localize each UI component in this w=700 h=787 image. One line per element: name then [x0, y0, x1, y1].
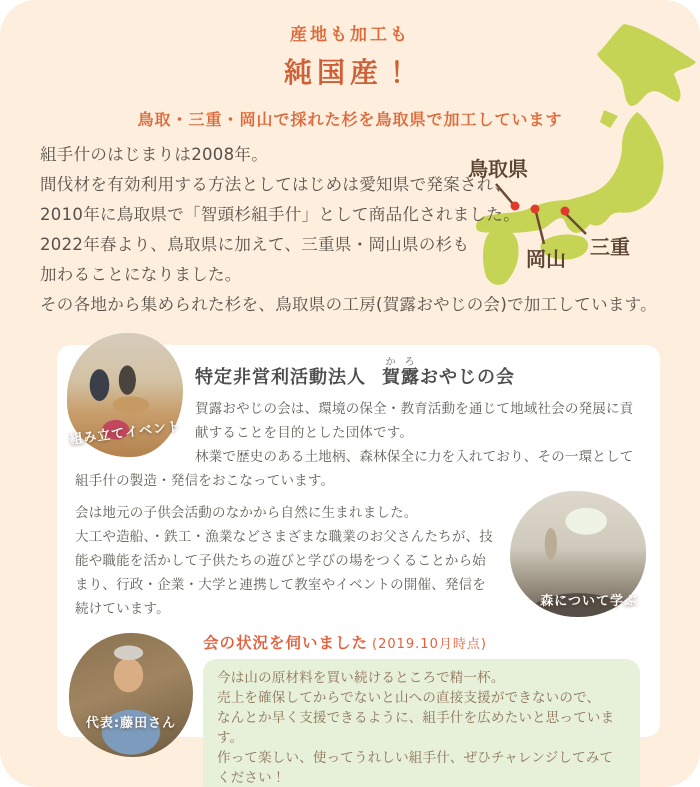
- paragraph-1-line-2: 林業で歴史のある土地柄、森林保全に力を入れており、その一環として組手什の製造・発信をおこなっています。: [75, 449, 634, 489]
- intro-line: 2010年に鳥取県で「智頭杉組手什」として商品化されました。: [40, 205, 520, 224]
- header-tagline: 産地も加工も: [290, 25, 410, 45]
- paragraph-2-line-2: 大工や造船、・鉄工・漁業などさまざまな職業のお父さんたちが、技能や職能を活かして子供たちの遊びと学びの場をつくることから始まり、行政・企業・大学と連携して教室やイベントの開催、発信を続けています。: [75, 529, 493, 617]
- page-header: [0, 20, 700, 130]
- intro-line: 2022年春より、鳥取県に加えて、三重県・岡山県の杉も: [40, 235, 470, 254]
- map-label-okayama: 岡山: [526, 247, 566, 271]
- bubble-line: 今は山の原材料を買い続けるところで精一杯。: [217, 670, 505, 686]
- intro-line: 間伐材を有効利用する方法としてはじめは愛知県で発案され、: [40, 175, 512, 194]
- organization-name-rest: おやじの会: [420, 367, 515, 388]
- paragraph-1-line-1: 賀露おやじの会は、環境の保全・教育活動を通じて地域社会の発展に貢献することを目的とした団体です。: [195, 401, 634, 441]
- interview-heading-date: (2019.10月時点): [372, 637, 487, 652]
- interview-speech-bubble: [203, 659, 640, 787]
- map-label-tottori: 鳥取県: [468, 157, 528, 181]
- assembly-event-photo: [67, 333, 183, 457]
- map-label-mie: 三重: [590, 235, 630, 259]
- representative-photo: [69, 633, 193, 757]
- forest-learning-photo: [510, 491, 646, 617]
- representative-caption: 代表:藤田さん: [85, 716, 177, 731]
- intro-line: 組手什のはじまりは2008年。: [40, 145, 268, 164]
- bubble-line: なんとか早く支援できるように、組手什を広めたいと思っています。: [217, 710, 615, 746]
- bubble-line: 売上を確保してからでないと山への直接支援ができないので、: [217, 690, 601, 706]
- organization-card: [57, 345, 660, 786]
- paragraph-2-line-1: 会は地元の子供会活動のなかから自然に生まれました。: [75, 505, 418, 521]
- intro-paragraph: [40, 140, 680, 320]
- organization-name-base: 賀露: [382, 367, 420, 388]
- interview-heading-text: 会の状況を伺いました: [203, 634, 369, 652]
- intro-line: 加わることになりました。: [40, 265, 242, 284]
- page-title: 純国産！: [283, 56, 416, 89]
- forest-learning-caption: 森について学ぶ: [540, 594, 638, 609]
- header-subtitle: 鳥取・三重・岡山で採れた杉を鳥取県で加工しています: [137, 110, 563, 129]
- organization-name-ruby: [382, 357, 420, 388]
- intro-line: その各地から集められた杉を、鳥取県の工房(賀露おやじの会)で加工しています。: [40, 295, 657, 314]
- assembly-event-caption: 組み立てイベント: [68, 419, 182, 448]
- bubble-line: 作って楽しい、使ってうれしい組手什、ぜひチャレンジしてみてください！: [217, 750, 614, 786]
- organization-type-label: 特定非営利活動法人: [195, 367, 366, 388]
- organization-name-furigana: かろ: [382, 357, 420, 368]
